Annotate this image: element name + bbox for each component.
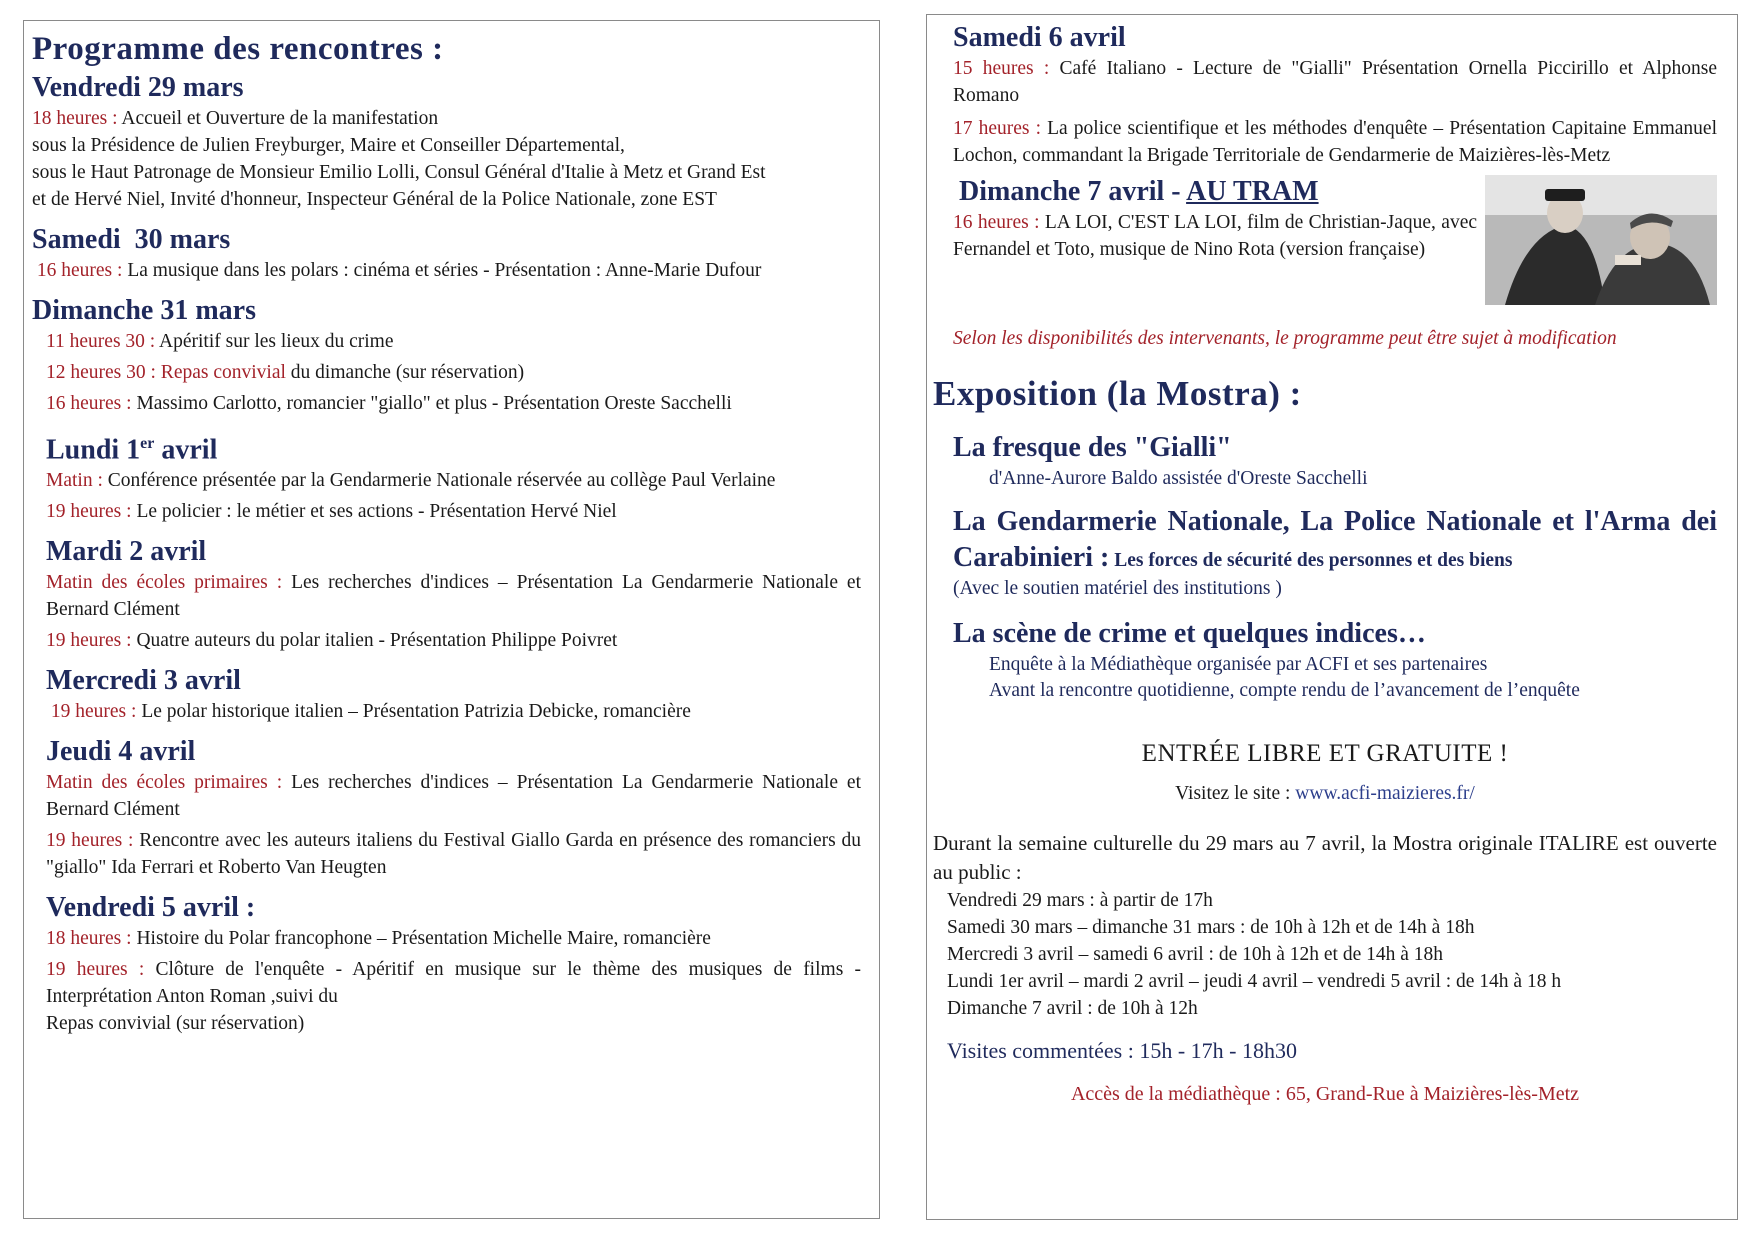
event-text: Les recherches d'indices – Présentation La Gendarmerie Nationale et Bernard Clément [46, 772, 861, 821]
expo-item-sub: d'Anne-Aurore Baldo assistée d'Oreste Sacchelli [989, 468, 1368, 489]
event-text: Accueil et Ouverture de la manifestation [117, 108, 439, 129]
expo-item-title: La scène de crime et quelques indices… [953, 618, 1426, 649]
event-time: Matin des écoles primaires : [46, 772, 283, 794]
event-time: 16 heures : [46, 393, 132, 414]
event [32, 186, 861, 213]
event-time: 18 heures : [32, 108, 118, 129]
event-text: Le policier : le métier et ses actions - Présentation Hervé Niel [131, 501, 617, 523]
event-time: 19 heures : [46, 630, 132, 652]
access-info: Accès de la médiathèque : 65, Grand-Rue à Maizières-lès-Metz [1070, 1083, 1580, 1105]
event-time: 18 heures : [46, 928, 132, 950]
event [46, 956, 861, 1010]
exposition-title: Exposition (la Mostra) : [933, 374, 1302, 413]
day-title: Mardi 2 avril [46, 536, 207, 568]
duration-text: Durant la semaine culturelle du 29 mars au 7 avril, la Mostra originale ITALIRE est ouverte au public : [933, 831, 1717, 884]
website-link[interactable]: www.acfi-maizieres.fr/ [1295, 783, 1475, 804]
event [46, 698, 861, 725]
hours-line: Lundi 1er avril – mardi 2 avril – jeudi 4 avril – vendredi 5 avril : de 14h à 18 h [947, 971, 1562, 992]
event-text: Apéritif sur les lieux du crime [155, 331, 394, 352]
expo-item-sub: Enquête à la Médiathèque organisée par ACFI et ses partenaires [989, 654, 1488, 675]
day-block [32, 535, 861, 654]
program-title: Programme des rencontres : [32, 31, 444, 67]
day-title: Dimanche 7 avril - AU TRAM [959, 176, 1319, 207]
au-tram-link[interactable]: AU TRAM [1186, 176, 1319, 207]
event [46, 390, 861, 417]
expo-item-title: La fresque des "Gialli" [953, 432, 1232, 463]
day-title: Mercredi 3 avril [46, 665, 241, 697]
day-title: Jeudi 4 avril [46, 736, 196, 768]
day-title: Samedi 6 avril [953, 22, 1126, 53]
event [32, 105, 861, 132]
day-block [32, 427, 861, 525]
day-title: Vendredi 29 mars [32, 72, 244, 103]
event [46, 769, 861, 823]
day-block [32, 71, 861, 213]
event-time: 11 heures 30 : [46, 331, 156, 352]
event-text: La musique dans les polars : cinéma et séries - Présentation : Anne-Marie Dufour [122, 260, 762, 281]
disclaimer: Selon les disponibilités des intervenants, le programme peut être sujet à modification [953, 328, 1617, 349]
expo-item-sub: (Avec le soutien matériel des institutions ) [953, 578, 1282, 599]
event-text: Repas convivial (sur réservation) [46, 1013, 305, 1035]
event-text: Café Italiano - Lecture de "Gialli" Présentation Ornella Piccirillo et Alphonse Romano [953, 58, 1717, 106]
event-time: 19 heures : [46, 701, 137, 723]
day-title: Lundi 1er avril [46, 434, 218, 466]
event [46, 925, 861, 952]
day-title: Dimanche 31 mars [32, 295, 256, 326]
expo-item-title: La Gendarmerie Nationale, La Police Nationale et l'Arma dei Carabinieri : Les forces de sécurité des personnes et des biens [953, 506, 1717, 573]
event [46, 467, 861, 494]
program-panel [23, 20, 880, 1219]
guided-tours: Visites commentées : 15h - 17h - 18h30 [947, 1038, 1298, 1063]
event-time: 16 heures : [953, 212, 1040, 233]
event-text: Les recherches d'indices – Présentation La Gendarmerie Nationale et Bernard Clément [46, 572, 861, 621]
event-text: La police scientifique et les méthodes d'enquête – Présentation Capitaine Emmanuel Lochon, commandant la Brigade Territoriale de Gendarmerie de Maizières-lès-Metz [953, 118, 1718, 166]
day-block [32, 223, 861, 284]
day-block [32, 294, 861, 417]
event-time: 19 heures : [46, 959, 145, 981]
event-text: Rencontre avec les auteurs italiens du Festival Giallo Garda en présence des romanciers du "giallo" Ida Ferrari et Roberto Van Heugten [46, 830, 861, 879]
event [32, 159, 861, 186]
event [46, 569, 861, 623]
day-block [32, 664, 861, 725]
event [32, 257, 861, 284]
event-text: sous le Haut Patronage de Monsieur Emilio Lolli, Consul Général d'Italie à Metz et Grand Est [32, 162, 766, 183]
hours-line: Dimanche 7 avril : de 10h à 12h [947, 998, 1198, 1019]
entry-notice: ENTRÉE LIBRE ET GRATUITE ! [1141, 740, 1509, 767]
event-time: Matin : [46, 470, 103, 492]
event [953, 115, 1717, 169]
expo-item-sub: Avant la rencontre quotidienne, compte rendu de l’avancement de l’enquête [989, 680, 1580, 701]
event [953, 55, 1717, 109]
event-time: 15 heures : [953, 58, 1050, 79]
event [46, 1010, 861, 1037]
hours-line: Samedi 30 mars – dimanche 31 mars : de 10h à 12h et de 14h à 18h [947, 917, 1475, 938]
day-block [32, 891, 861, 1037]
event-time: Matin des écoles primaires : [46, 572, 283, 594]
event-time: 19 heures : [46, 501, 132, 523]
opening-hours [933, 887, 1717, 1022]
event-text: LA LOI, C'EST LA LOI, film de Christian-Jaque, avec Fernandel et Toto, musique de Nino Rota (version française) [953, 212, 1478, 260]
event [46, 328, 861, 355]
event-time: 16 heures : [32, 260, 123, 281]
event-text: du dimanche (sur réservation) [285, 362, 525, 383]
event-text: Clôture de l'enquête - Apéritif en musique sur le thème des musiques de films - Interprétation Anton Roman ,suivi du [46, 959, 861, 1008]
film-still-image [1485, 175, 1717, 305]
day-title: Samedi 30 mars [32, 224, 231, 255]
event [46, 627, 861, 654]
event-text: Histoire du Polar francophone – Présentation Michelle Maire, romancière [131, 928, 711, 950]
event-text: Le polar historique italien – Présentation Patrizia Debicke, romancière [136, 701, 691, 723]
info-panel [926, 14, 1738, 1220]
event-text: Conférence présentée par la Gendarmerie Nationale réservée au collège Paul Verlaine [102, 470, 776, 492]
day-block [32, 735, 861, 881]
event-time: 12 heures 30 : Repas convivial [46, 362, 286, 383]
event-time: 17 heures : [953, 118, 1042, 139]
event [46, 359, 861, 386]
event [32, 132, 861, 159]
hours-line: Mercredi 3 avril – samedi 6 avril : de 10h à 12h et de 14h à 18h [947, 944, 1444, 965]
event-text: Massimo Carlotto, romancier "giallo" et plus - Présentation Oreste Sacchelli [131, 393, 732, 414]
event-text: sous la Présidence de Julien Freyburger, Maire et Conseiller Départemental, [32, 135, 625, 156]
event-text: et de Hervé Niel, Invité d'honneur, Inspecteur Général de la Police Nationale, zone EST [32, 189, 717, 210]
website-line: Visitez le site : www.acfi-maizieres.fr/ [1175, 783, 1475, 804]
event-time: 19 heures : [46, 830, 134, 852]
hours-line: Vendredi 29 mars : à partir de 17h [947, 890, 1213, 911]
event-text: Quatre auteurs du polar italien - Présentation Philippe Poivret [131, 630, 618, 652]
day-title: Vendredi 5 avril : [46, 892, 256, 924]
film-still-illustration [1485, 175, 1717, 305]
event [46, 498, 861, 525]
event [46, 827, 861, 881]
